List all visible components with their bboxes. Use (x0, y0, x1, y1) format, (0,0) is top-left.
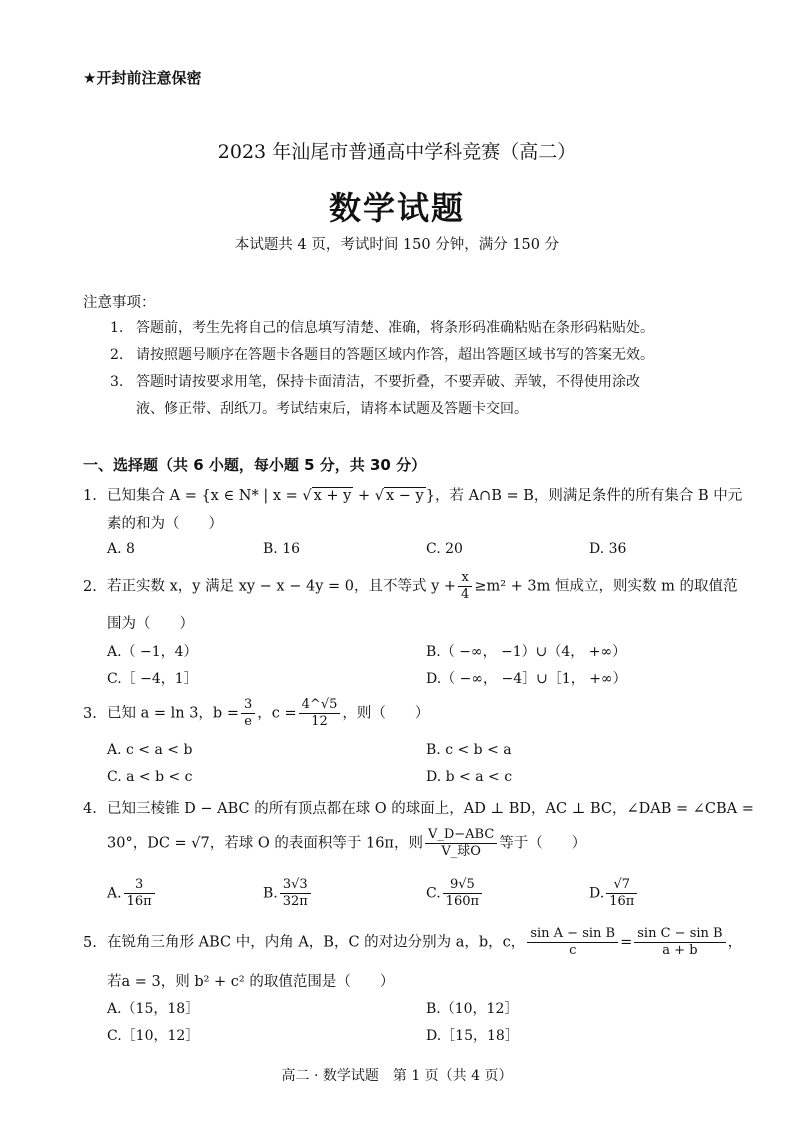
q2-option-d: D.（ −∞， −4］∪［1， +∞） (426, 671, 627, 687)
notice-item-2: 2. 请按照题号顺序在答题卡各题目的答题区域内作答，超出答题区域书写的答案无效。 (110, 347, 654, 363)
subject-title: 数学试题 (328, 189, 465, 227)
q2-option-c: C.［ −4，1］ (107, 671, 198, 687)
q1-option-b: B. 16 (263, 541, 301, 557)
sqrt-x-minus-y: x − y (386, 488, 424, 504)
question-2-line-2: 围为（ ） (107, 616, 194, 632)
fraction-b: $\frac{3}{e}$ (241, 697, 255, 730)
contest-title: 2023 年汕尾市普通高中学科竞赛（高二） (217, 141, 577, 163)
section-choice-title: 一、选择题（共 6 小题，每小题 5 分，共 30 分） (83, 456, 427, 474)
q5-option-d: D.［15，18］ (426, 1028, 519, 1044)
notice-title: 注意事项： (83, 295, 156, 311)
sqrt-x-plus-y: x + y (313, 488, 352, 504)
question-5-line-2: 若a = 3，则 b² + c² 的取值范围是（ ） (107, 974, 395, 990)
q1-option-d: D. 36 (589, 541, 627, 557)
q1-option-a: A. 8 (107, 541, 135, 557)
question-1: 1. 已知集合 A = {x ∈ N* | x = √ x + y + √ x − y }，若 A∩B = B，则满足条件的所有集合 B 中元 (83, 488, 743, 504)
q5-option-c: C.［10，12］ (107, 1028, 200, 1044)
fraction-x-over-4: $\frac{x}{4}$ (458, 570, 472, 603)
fraction-volume-ratio: $\frac{\text{V\_D−ABC}}{\text{V\_球O}}$ (425, 827, 497, 860)
confidential-mark: ★开封前注意保密 (83, 69, 202, 87)
question-1-line-2: 素的和为（ ） (107, 516, 223, 532)
q3-option-b: B. c < b < a (426, 742, 512, 758)
page-footer: 高二 · 数学试题 第 1 页（共 4 页） (281, 1068, 513, 1084)
notice-item-1: 1. 答题前，考生先将自己的信息填写清楚、准确，将条形码准确粘贴在条形码粘贴处。 (110, 320, 654, 336)
fraction-sin-a-sin-b: $\frac{\text{sin A − sin B}}{c}$ (527, 926, 618, 959)
fraction-sin-c-sin-b: $\frac{\text{sin C − sin B}}{a + b}$ (634, 926, 725, 959)
question-4-line-2: 30°，DC = √7，若球 O 的表面积等于 16π，则 $\frac{\text{V\_D−ABC}}{\text{V\_球O}}$ 等于（ ） (107, 827, 587, 859)
q4-option-a: A. $\frac{3}{16\pi}$ (107, 877, 157, 910)
notice-item-3-continued: 液、修正带、刮纸刀。考试结束后，请将本试题及答题卡交回。 (136, 401, 528, 417)
q2-option-a: A.（ −1，4） (107, 644, 198, 660)
question-3: 3. 已知 a = ln 3，b = $\frac{3}{e}$ ，c = $\frac{4\^{}√5}{12}$ ，则（ ） (83, 697, 430, 729)
q3-option-d: D. b < a < c (426, 769, 513, 785)
question-2: 2. 若正实数 x，y 满足 xy − x − 4y = 0，且不等式 y + $\frac{x}{4}$ ≥m² + 3m 恒成立，则实数 m 的取值范 (83, 570, 738, 602)
notice-item-3: 3. 答题时请按要求用笔，保持卡面清洁，不要折叠，不要弄破、弄皱，不得使用涂改 (110, 374, 640, 390)
q5-option-a: A.（15，18］ (107, 1001, 200, 1017)
exam-info: 本试题共 4 页，考试时间 150 分钟，满分 150 分 (234, 237, 560, 253)
question-4: 4. 已知三棱锥 D − ABC 的所有顶点都在球 O 的球面上，AD ⊥ BD，AC ⊥ BC，∠DAB = ∠CBA = (83, 801, 754, 817)
question-5: 5. 在锐角三角形 ABC 中，内角 A，B，C 的对边分别为 a，b，c， $\frac{\text{sin A − sin B}}{c}$ = $\frac{\text{sin C − sin B}}{a + b}$ ， (83, 926, 743, 958)
q3-option-c: C. a < b < c (107, 769, 193, 785)
q3-option-a: A. c < a < b (107, 742, 193, 758)
q1-option-c: C. 20 (426, 541, 463, 557)
q4-option-d: D. $\frac{√7}{16\pi}$ (589, 877, 639, 910)
fraction-c: $\frac{4\^{}√5}{12}$ (299, 697, 341, 730)
q4-option-c: C. $\frac{9√5}{160\pi}$ (426, 877, 484, 910)
q2-option-b: B.（ −∞， −1）∪（4， +∞） (426, 644, 627, 660)
q4-option-b: B. $\frac{3√3}{32\pi}$ (263, 877, 313, 910)
q5-option-b: B.（10，12］ (426, 1001, 519, 1017)
